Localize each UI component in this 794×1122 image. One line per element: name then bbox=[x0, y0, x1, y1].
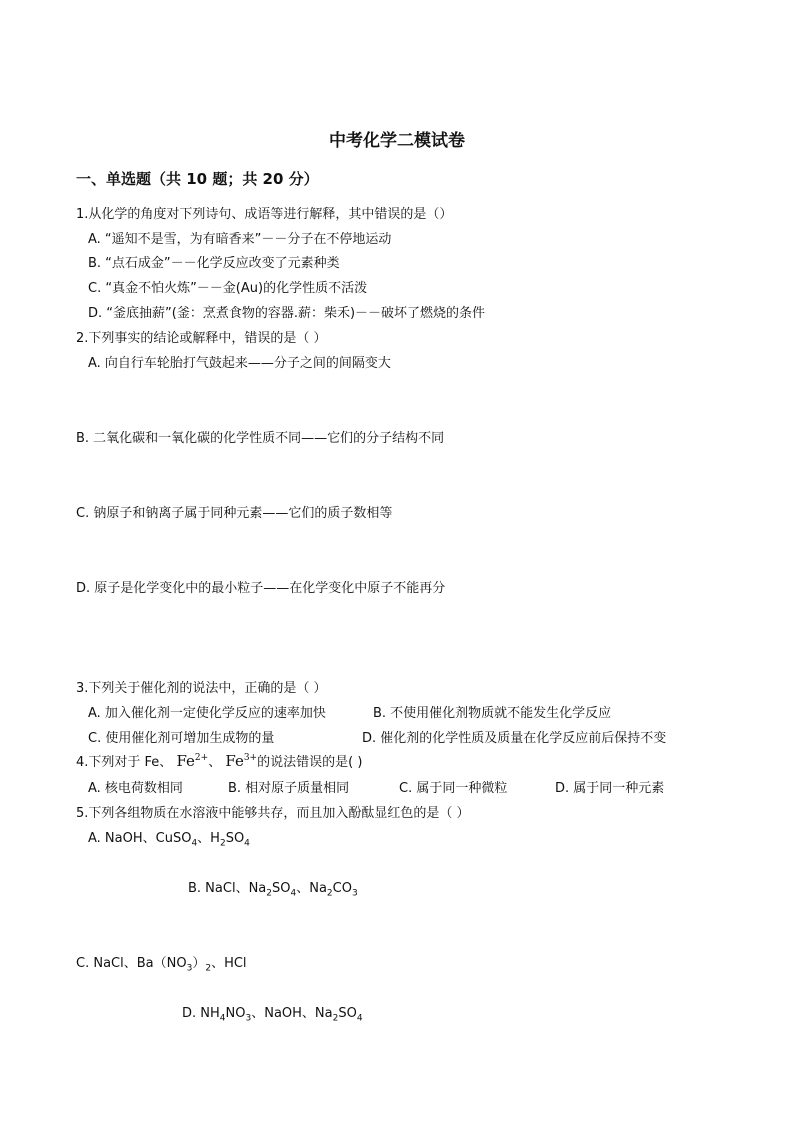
question-4-option-b: B. 相对原子质量相同 bbox=[228, 781, 350, 796]
question-4-option-d: D. 属于同一种元素 bbox=[555, 781, 665, 796]
question-1-option-c: C. “真金不怕火炼”－－金(Au)的化学性质不活泼 bbox=[88, 281, 368, 296]
question-4-stem-prefix: 4.下列对于 Fe、 bbox=[76, 755, 173, 770]
question-2-option-b: B. 二氧化碳和一氧化碳的化学性质不同——它们的分子结构不同 bbox=[76, 431, 445, 446]
question-2-option-c: C. 钠原子和钠离子属于同种元素——它们的质子数相等 bbox=[76, 506, 393, 521]
question-3-option-d: D. 催化剂的化学性质及质量在化学反应前后保持不变 bbox=[362, 731, 667, 746]
question-2-option-a: A. 向自行车轮胎打气鼓起来——分子之间的间隔变大 bbox=[88, 356, 391, 371]
question-2-option-d: D. 原子是化学变化中的最小粒子——在化学变化中原子不能再分 bbox=[76, 581, 446, 596]
question-3-option-b: B. 不使用催化剂物质就不能发生化学反应 bbox=[373, 706, 612, 721]
question-5-option-c: C. NaCl、$Ba(NO_3)_2$、HCl bbox=[76, 956, 247, 974]
question-5-stem: 5.下列各组物质在水溶液中能够共存，而且加入酚酞显红色的是（ ） bbox=[76, 806, 470, 821]
question-3-stem: 3.下列关于催化剂的说法中，正确的是（ ） bbox=[76, 681, 327, 696]
question-5-option-d: D. $NH_4NO_3$、NaOH、$Na_2SO_4$ bbox=[182, 1006, 363, 1024]
question-5-option-b: B. NaCl、$Na_2SO_4$、$Na_2CO_3$ bbox=[188, 881, 358, 899]
question-1-stem: 1.从化学的角度对下列诗句、成语等进行解释，其中错误的是（） bbox=[76, 207, 453, 222]
question-3-option-c: C. 使用催化剂可增加生成物的量 bbox=[88, 731, 275, 746]
ferrous-ion: $Fe^{2+}$ bbox=[176, 752, 209, 770]
ferric-ion: $Fe^{3+}$ bbox=[225, 752, 258, 770]
section-heading: 一、单选题（共 10 题；共 20 分） bbox=[76, 170, 319, 188]
question-5-option-a: A. NaOH、CuSO$_4$、$H_2SO_4$ bbox=[88, 831, 250, 849]
question-1-option-b: B. “点石成金”－－化学反应改变了元素种类 bbox=[88, 256, 340, 271]
page-title: 中考化学二模试卷 bbox=[329, 131, 465, 151]
question-1-option-d: D. “釜底抽薪”(釜：烹煮食物的容器.薪：柴禾)－－破坏了燃烧的条件 bbox=[88, 306, 486, 321]
question-4-option-c: C. 属于同一种微粒 bbox=[399, 781, 508, 796]
question-3-option-a: A. 加入催化剂一定使化学反应的速率加快 bbox=[88, 706, 326, 721]
question-2-stem: 2.下列事实的结论或解释中，错误的是（ ） bbox=[76, 331, 327, 346]
question-4-option-a: A. 核电荷数相同 bbox=[88, 781, 183, 796]
question-1-option-a: A. “遥知不是雪，为有暗香来”－－分子在不停地运动 bbox=[88, 232, 392, 247]
question-4-stem-suffix: 的说法错误的是( ) bbox=[257, 755, 363, 770]
question-4-separator: 、 bbox=[208, 755, 222, 770]
question-4-stem bbox=[76, 751, 362, 770]
